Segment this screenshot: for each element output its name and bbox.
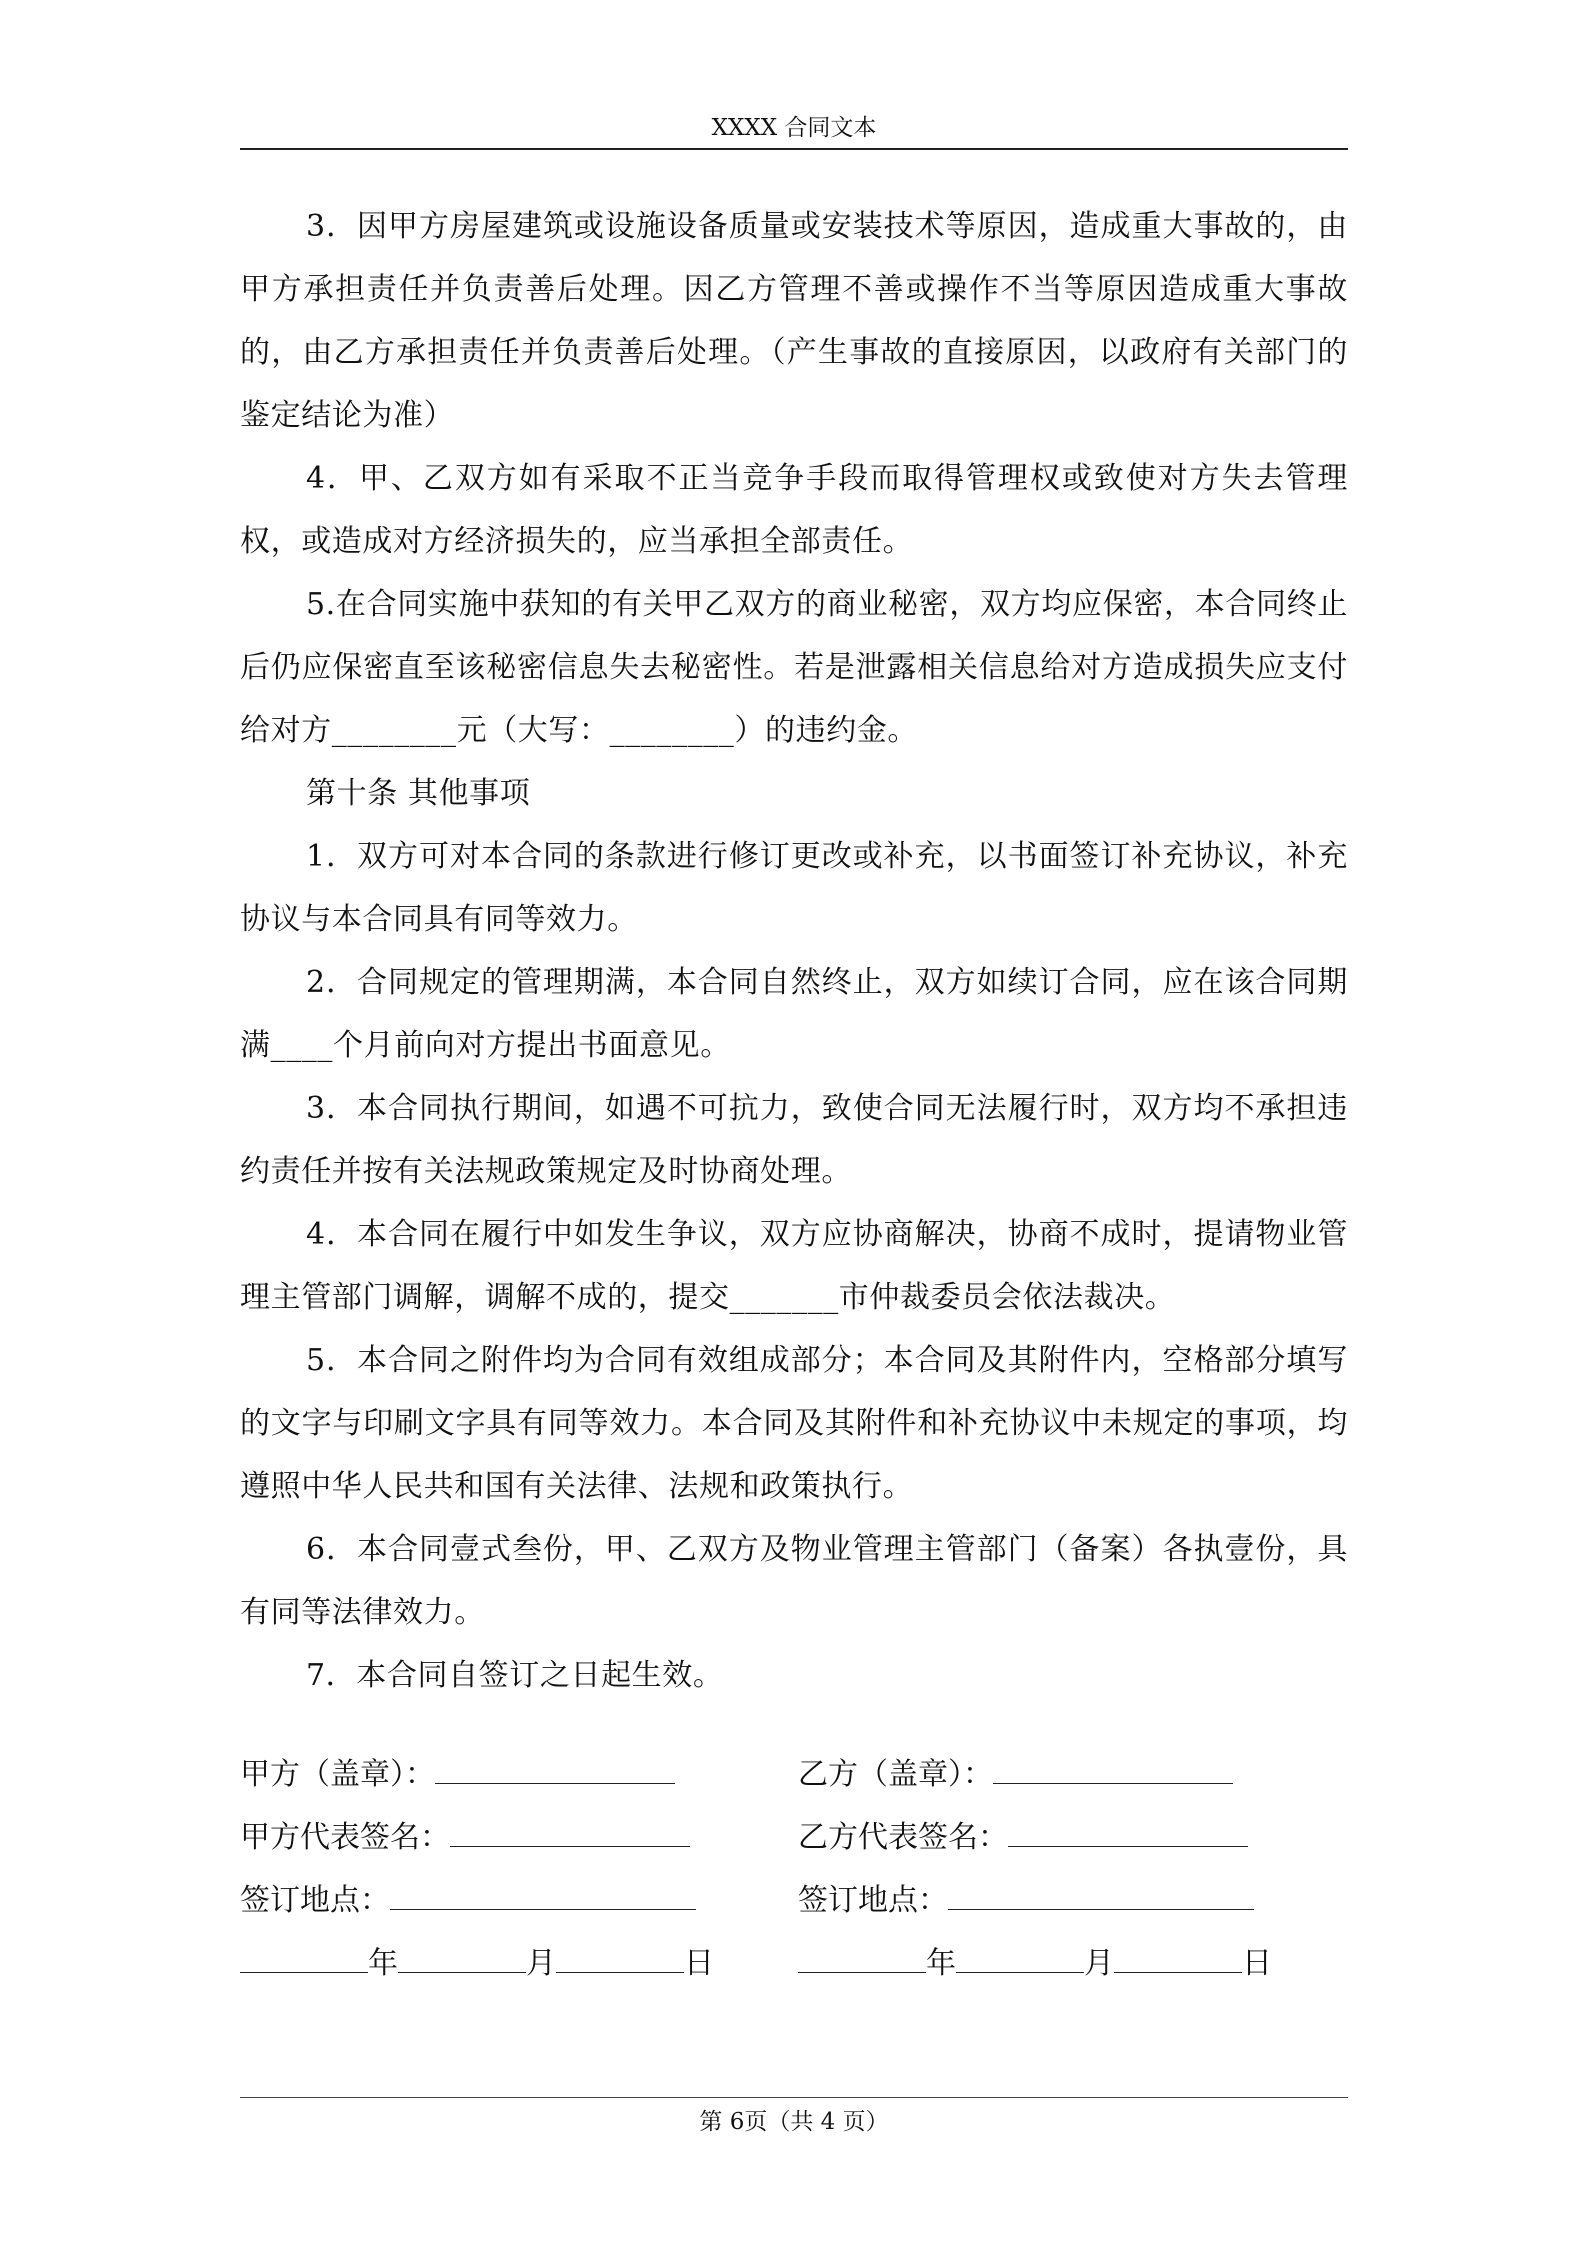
party-b-rep-label: 乙方代表签名： <box>798 1820 1008 1855</box>
signature-row-seal <box>240 1743 1348 1806</box>
signature-row-representative <box>240 1806 1348 1869</box>
party-a-seal-field <box>240 1743 675 1806</box>
date-a-year-blank[interactable] <box>240 1948 368 1973</box>
date-b-month-label: 月 <box>1084 1946 1114 1981</box>
date-b-field <box>798 1932 1272 1995</box>
page-number: 第 6页（共 4 页） <box>699 2109 889 2135</box>
page-header-title: XXXX 合同文本 <box>711 115 877 141</box>
date-a-year-label: 年 <box>368 1946 398 1981</box>
paragraph-clause-5: 5.在合同实施中获知的有关甲乙双方的商业秘密，双方均应保密，本合同终止后仍应保密直至该秘密信息失去秘密性。若是泄露相关信息给对方造成损失应支付给对方________元（大写：________）的违约金。 <box>240 587 1348 748</box>
party-b-seal-label: 乙方（盖章）： <box>798 1757 993 1792</box>
date-b-year-blank[interactable] <box>798 1948 926 1973</box>
place-b-label: 签订地点： <box>798 1883 948 1918</box>
party-a-rep-label: 甲方代表签名： <box>240 1820 450 1855</box>
signature-row-place <box>240 1869 1348 1932</box>
party-b-seal-blank[interactable] <box>993 1759 1233 1784</box>
date-b-year-label: 年 <box>926 1946 956 1981</box>
party-b-rep-field <box>798 1806 1248 1869</box>
paragraph-article-10-item-1: 1．双方可对本合同的条款进行修订更改或补充，以书面签订补充协议，补充协议与本合同具有同等效力。 <box>240 839 1348 937</box>
paragraph-clause-3: 3．因甲方房屋建筑或设施设备质量或安装技术等原因，造成重大事故的，由甲方承担责任并负责善后处理。因乙方管理不善或操作不当等原因造成重大事故的，由乙方承担责任并负责善后处理。（产生事故的直接原因，以政府有关部门的鉴定结论为准） <box>240 209 1348 433</box>
footer-divider <box>240 2097 1348 2098</box>
party-a-seal-label: 甲方（盖章）： <box>240 1757 435 1792</box>
date-b-month-blank[interactable] <box>956 1948 1084 1973</box>
date-a-day-blank[interactable] <box>556 1948 684 1973</box>
date-a-field <box>240 1932 714 1995</box>
paragraph-article-10-item-4: 4．本合同在履行中如发生争议，双方应协商解决，协商不成时，提请物业管理主管部门调解，调解不成的，提交_______市仲裁委员会依法裁决。 <box>240 1217 1348 1315</box>
place-a-field <box>240 1869 696 1932</box>
party-a-rep-blank[interactable] <box>450 1822 690 1847</box>
party-a-rep-field <box>240 1806 690 1869</box>
party-a-seal-blank[interactable] <box>435 1759 675 1784</box>
date-a-day-label: 日 <box>684 1946 714 1981</box>
date-b-day-label: 日 <box>1242 1946 1272 1981</box>
signature-row-date <box>240 1932 1348 1995</box>
party-b-seal-field <box>798 1743 1233 1806</box>
paragraph-article-10-item-6: 6．本合同壹式叁份，甲、乙双方及物业管理主管部门（备案）各执壹份，具有同等法律效力。 <box>240 1532 1348 1630</box>
place-a-blank[interactable] <box>390 1885 696 1910</box>
date-a-month-label: 月 <box>526 1946 556 1981</box>
date-b-day-blank[interactable] <box>1114 1948 1242 1973</box>
paragraph-article-10-item-3: 3．本合同执行期间，如遇不可抗力，致使合同无法履行时，双方均不承担违约责任并按有关法规政策规定及时协商处理。 <box>240 1091 1348 1189</box>
signature-block <box>240 1743 1348 1995</box>
place-b-blank[interactable] <box>948 1885 1254 1910</box>
section-heading-article-10: 第十条 其他事项 <box>306 776 531 811</box>
party-b-rep-blank[interactable] <box>1008 1822 1248 1847</box>
contract-body <box>240 195 1348 1707</box>
paragraph-article-10-item-7: 7．本合同自签订之日起生效。 <box>306 1658 724 1693</box>
paragraph-article-10-item-5: 5．本合同之附件均为合同有效组成部分；本合同及其附件内，空格部分填写的文字与印刷文字具有同等效力。本合同及其附件和补充协议中未规定的事项，均遵照中华人民共和国有关法律、法规和政策执行。 <box>240 1343 1348 1504</box>
place-a-label: 签订地点： <box>240 1883 390 1918</box>
place-b-field <box>798 1869 1254 1932</box>
paragraph-clause-4: 4．甲、乙双方如有采取不正当竞争手段而取得管理权或致使对方失去管理权，或造成对方经济损失的，应当承担全部责任。 <box>240 461 1348 559</box>
date-a-month-blank[interactable] <box>398 1948 526 1973</box>
header-divider <box>240 148 1348 150</box>
paragraph-article-10-item-2: 2．合同规定的管理期满，本合同自然终止，双方如续订合同，应在该合同期满____个月前向对方提出书面意见。 <box>240 965 1348 1063</box>
